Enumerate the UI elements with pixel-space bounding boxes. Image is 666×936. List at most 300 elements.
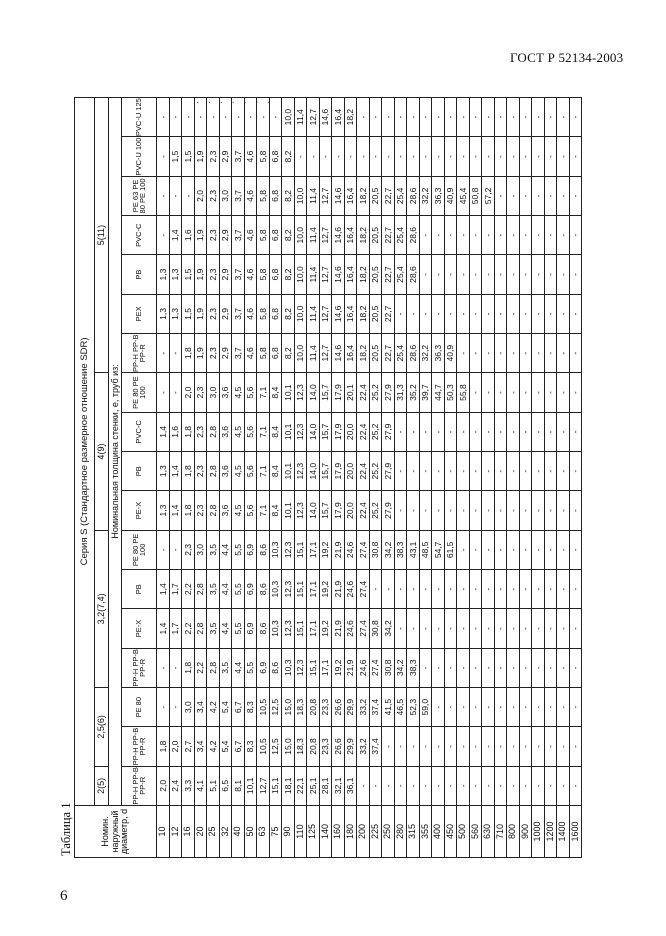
thickness-cell: 15,0 [282, 688, 295, 727]
thickness-cell: - [432, 609, 445, 648]
thickness-cell: - [519, 255, 532, 294]
thickness-cell: 4,6 [244, 137, 257, 176]
thickness-cell: 21,9 [332, 530, 345, 569]
material-column-header: PE-X [122, 609, 157, 648]
thickness-cell: 12,3 [282, 530, 295, 569]
thickness-cell: - [457, 412, 470, 451]
thickness-cell: 12,3 [294, 648, 307, 687]
thickness-cell: - [432, 412, 445, 451]
thickness-cell: 1,7 [169, 609, 182, 648]
thickness-cell: 18,2 [357, 176, 370, 215]
thickness-cell: - [507, 137, 520, 176]
thickness-cell: - [469, 452, 482, 491]
diameter-cell: 450 [444, 806, 457, 858]
thickness-cell: 5,8 [257, 216, 270, 255]
thickness-cell: 4,2 [207, 727, 220, 766]
thickness-cell: - [419, 491, 432, 530]
thickness-cell: - [532, 727, 545, 766]
group-header: 2,5(6) [95, 688, 109, 767]
thickness-cell: 12,7 [257, 766, 270, 805]
thickness-cell: 15,7 [319, 412, 332, 451]
thickness-cell: - [444, 570, 457, 609]
thickness-cell: 21,9 [332, 609, 345, 648]
thickness-cell: - [569, 530, 582, 569]
thickness-cell: 1,3 [157, 452, 170, 491]
thickness-cell: 6,7 [232, 727, 245, 766]
diameter-cell: 1000 [532, 806, 545, 858]
thickness-cell: - [169, 688, 182, 727]
material-column-header: PE 63 PE 80 PE 100 [122, 176, 157, 215]
thickness-cell: 17,1 [307, 609, 320, 648]
thickness-cell: - [507, 530, 520, 569]
thickness-cell: - [532, 491, 545, 530]
thickness-cell: 43,1 [407, 530, 420, 569]
thickness-cell: - [369, 97, 382, 137]
thickness-cell: 2,4 [169, 766, 182, 805]
thickness-cell: - [544, 334, 557, 373]
thickness-cell: 5,8 [257, 137, 270, 176]
diameter-cell: 110 [294, 806, 307, 858]
scan-artifact-dots: · · · · · · · [196, 98, 274, 109]
thickness-cell: - [482, 727, 495, 766]
thickness-cell: 15,0 [282, 727, 295, 766]
thickness-cell: 22,7 [382, 216, 395, 255]
thickness-cell: - [557, 137, 570, 176]
table-row [257, 97, 270, 857]
thickness-cell: 10,1 [244, 766, 257, 805]
thickness-cell: - [482, 137, 495, 176]
thickness-cell: - [557, 176, 570, 215]
thickness-cell: 25,4 [394, 334, 407, 373]
thickness-cell: - [469, 530, 482, 569]
thickness-cell: 14,0 [307, 491, 320, 530]
thickness-cell: 6,9 [244, 530, 257, 569]
thickness-cell: 39,7 [419, 373, 432, 412]
thickness-cell: - [394, 137, 407, 176]
thickness-cell: - [432, 570, 445, 609]
thickness-cell: 18,3 [294, 688, 307, 727]
material-column-header: PP-H PP-B PP-R [122, 766, 157, 805]
diameter-cell: 1200 [544, 806, 557, 858]
thickness-cell: 3,5 [219, 648, 232, 687]
thickness-cell: 8,6 [269, 648, 282, 687]
thickness-cell: - [419, 766, 432, 805]
thickness-cell: - [557, 491, 570, 530]
thickness-cell: 28,6 [407, 255, 420, 294]
thickness-cell: 20,5 [369, 216, 382, 255]
thickness-cell: 18,1 [282, 766, 295, 805]
thickness-cell: 37,4 [369, 688, 382, 727]
thickness-cell: - [169, 648, 182, 687]
thickness-cell: - [457, 688, 470, 727]
thickness-cell: - [557, 766, 570, 805]
thickness-cell: - [494, 766, 507, 805]
thickness-cell: - [507, 688, 520, 727]
thickness-cell: - [519, 648, 532, 687]
thickness-cell: 3,3 [182, 766, 195, 805]
thickness-cell: - [444, 137, 457, 176]
thickness-cell: 8,2 [282, 176, 295, 215]
thickness-cell: - [432, 255, 445, 294]
thickness-cell: - [157, 530, 170, 569]
table-row [569, 97, 582, 857]
thickness-cell: 1,4 [157, 412, 170, 451]
thickness-cell: - [507, 727, 520, 766]
thickness-cell: 3,4 [194, 727, 207, 766]
thickness-cell: 1,4 [169, 216, 182, 255]
thickness-cell: 16,4 [332, 97, 345, 137]
material-column-header: PB [122, 255, 157, 294]
diameter-cell: 710 [494, 806, 507, 858]
thickness-cell: - [407, 766, 420, 805]
thickness-cell: 1,3 [157, 255, 170, 294]
thickness-cell: 1,4 [169, 452, 182, 491]
thickness-cell: 10,3 [269, 609, 282, 648]
table-row [244, 97, 257, 857]
thickness-cell: - [394, 766, 407, 805]
thickness-cell: 25,2 [369, 373, 382, 412]
thickness-cell: 2,9 [219, 255, 232, 294]
thickness-cell: - [569, 570, 582, 609]
thickness-cell: 25,4 [394, 216, 407, 255]
thickness-cell: 8,2 [282, 334, 295, 373]
thickness-cell: 6,5 [219, 766, 232, 805]
thickness-cell: 25,2 [369, 491, 382, 530]
thickness-cell: - [532, 609, 545, 648]
thickness-cell: 1,9 [194, 137, 207, 176]
table-row [182, 97, 195, 857]
table-row [544, 97, 557, 857]
thickness-cell: 14,6 [332, 216, 345, 255]
thickness-cell: - [494, 648, 507, 687]
thickness-cell: - [182, 176, 195, 215]
thickness-cell: - [557, 216, 570, 255]
thickness-cell: - [494, 727, 507, 766]
thickness-cell: - [419, 294, 432, 333]
thickness-cell: 3,7 [232, 137, 245, 176]
material-column-header: PB [122, 452, 157, 491]
diameter-cell: 50 [244, 806, 257, 858]
thickness-cell: 12,7 [319, 255, 332, 294]
group-header: 5(11) [95, 97, 109, 373]
thickness-cell: 8,1 [232, 766, 245, 805]
thickness-cell: - [494, 294, 507, 333]
thickness-cell: 2,3 [207, 255, 220, 294]
thickness-cell: 54,7 [432, 530, 445, 569]
thickness-cell: 36,3 [432, 334, 445, 373]
thickness-cell: - [519, 334, 532, 373]
group-header: 2(5) [95, 766, 109, 805]
thickness-cell: - [419, 452, 432, 491]
thickness-cell: - [469, 255, 482, 294]
thickness-cell: - [519, 530, 532, 569]
thickness-cell: 12,7 [319, 294, 332, 333]
table-row [432, 97, 445, 857]
thickness-cell: - [544, 648, 557, 687]
thickness-cell: 2,9 [219, 137, 232, 176]
thickness-cell: 8,4 [269, 491, 282, 530]
thickness-cell: - [544, 530, 557, 569]
thickness-cell: 4,5 [232, 373, 245, 412]
thickness-cell: 22,4 [357, 412, 370, 451]
thickness-cell: - [369, 137, 382, 176]
thickness-cell: 2,3 [194, 412, 207, 451]
thickness-cell: 38,3 [407, 648, 420, 687]
thickness-cell: 28,6 [407, 334, 420, 373]
thickness-cell: - [457, 491, 470, 530]
thickness-cell: 7,1 [257, 452, 270, 491]
thickness-cell: 15,1 [294, 530, 307, 569]
thickness-cell: 5,6 [244, 373, 257, 412]
thickness-cell: 31,3 [394, 373, 407, 412]
thickness-cell: - [157, 97, 170, 137]
thickness-cell: 12,7 [319, 216, 332, 255]
thickness-cell: - [507, 609, 520, 648]
diameter-cell: 25 [207, 806, 220, 858]
thickness-cell: - [157, 176, 170, 215]
thickness-cell: 2,9 [219, 334, 232, 373]
thickness-cell: 8,4 [269, 452, 282, 491]
thickness-cell: - [557, 648, 570, 687]
thickness-cell: 14,6 [332, 176, 345, 215]
table-row [444, 97, 457, 857]
thickness-cell: 19,2 [319, 609, 332, 648]
thickness-cell: 25,2 [369, 412, 382, 451]
thickness-cell: 24,6 [344, 570, 357, 609]
thickness-cell: 3,5 [207, 570, 220, 609]
thickness-cell: 2,7 [182, 727, 195, 766]
thickness-cell: 2,3 [194, 491, 207, 530]
thickness-cell: 11,4 [307, 294, 320, 333]
thickness-cell: - [432, 294, 445, 333]
table-row [419, 97, 432, 857]
diameter-cell: 560 [469, 806, 482, 858]
thickness-cell: - [519, 373, 532, 412]
thickness-cell: 36,1 [344, 766, 357, 805]
thickness-cell: 2,2 [194, 648, 207, 687]
thickness-cell: 2,3 [194, 373, 207, 412]
thickness-cell: - [407, 294, 420, 333]
thickness-cell: - [494, 216, 507, 255]
thickness-cell: 8,6 [257, 609, 270, 648]
diameter-cell: 315 [407, 806, 420, 858]
thickness-cell: - [482, 491, 495, 530]
thickness-cell: 4,4 [219, 609, 232, 648]
thickness-cell: 34,2 [382, 609, 395, 648]
thickness-cell: - [357, 97, 370, 137]
thickness-cell: 5,8 [257, 255, 270, 294]
thickness-cell: - [482, 688, 495, 727]
thickness-cell: 5,4 [219, 688, 232, 727]
thickness-cell: - [369, 766, 382, 805]
thickness-cell: 28,6 [407, 216, 420, 255]
thickness-cell: 3,5 [207, 530, 220, 569]
thickness-cell: 23,3 [319, 688, 332, 727]
thickness-cell: 1,9 [194, 294, 207, 333]
thickness-cell: - [569, 648, 582, 687]
thickness-cell: - [569, 609, 582, 648]
thickness-cell: - [532, 452, 545, 491]
thickness-cell: 1,8 [182, 334, 195, 373]
thickness-cell: - [532, 766, 545, 805]
thickness-cell: 23,3 [319, 727, 332, 766]
thickness-cell: 10,5 [257, 727, 270, 766]
thickness-cell: - [457, 570, 470, 609]
material-column-header: PEX [122, 294, 157, 333]
thickness-cell: - [394, 97, 407, 137]
thickness-cell: 11,4 [307, 255, 320, 294]
thickness-cell: - [532, 176, 545, 215]
thickness-cell: 20,5 [369, 176, 382, 215]
thickness-cell: - [457, 255, 470, 294]
thickness-cell: 12,5 [269, 727, 282, 766]
thickness-cell: - [569, 373, 582, 412]
thickness-cell: - [507, 176, 520, 215]
material-column-header: PE 80 [122, 688, 157, 727]
thickness-cell: 26,6 [332, 688, 345, 727]
thickness-cell: 2,8 [207, 452, 220, 491]
thickness-cell: 20,5 [369, 334, 382, 373]
thickness-cell: - [494, 373, 507, 412]
thickness-cell: 14,6 [332, 294, 345, 333]
thickness-cell: 12,7 [307, 97, 320, 137]
thickness-cell: - [532, 570, 545, 609]
table-row [294, 97, 307, 857]
thickness-cell: 4,5 [232, 491, 245, 530]
thickness-cell: 1,5 [182, 255, 195, 294]
standard-designation: ГОСТ Р 52134-2003 [510, 50, 624, 65]
thickness-cell: 4,6 [244, 216, 257, 255]
thickness-cell: - [544, 609, 557, 648]
thickness-cell: - [469, 412, 482, 451]
table-row [507, 97, 520, 857]
table-row [382, 97, 395, 857]
thickness-cell: 6,7 [232, 688, 245, 727]
table-row [407, 97, 420, 857]
thickness-cell: - [557, 334, 570, 373]
thickness-cell: 2,8 [194, 570, 207, 609]
thickness-cell: 10,1 [282, 412, 295, 451]
diameter-cell: 20 [194, 806, 207, 858]
table-row [282, 97, 295, 857]
thickness-cell: 6,8 [269, 334, 282, 373]
thickness-cell: 16,4 [344, 176, 357, 215]
thickness-cell: 3,7 [232, 255, 245, 294]
thickness-cell: 20,5 [369, 294, 382, 333]
diameter-cell: 125 [307, 806, 320, 858]
thickness-cell: - [394, 294, 407, 333]
thickness-cell: - [469, 648, 482, 687]
thickness-cell: - [532, 294, 545, 333]
thickness-cell: 1,5 [182, 137, 195, 176]
thickness-cell: 14,0 [307, 373, 320, 412]
thickness-cell: - [494, 255, 507, 294]
thickness-cell: 22,4 [357, 491, 370, 530]
diameter-cell: 12 [169, 806, 182, 858]
thickness-cell: - [532, 373, 545, 412]
thickness-cell: 12,3 [294, 452, 307, 491]
table-row [494, 97, 507, 857]
thickness-cell: 1,9 [194, 216, 207, 255]
diameter-cell: 16 [182, 806, 195, 858]
diameter-cell: 355 [419, 806, 432, 858]
thickness-cell: - [419, 609, 432, 648]
thickness-cell: - [344, 137, 357, 176]
thickness-cell: 45,4 [457, 176, 470, 215]
thickness-cell: - [557, 570, 570, 609]
thickness-cell: 21,9 [332, 570, 345, 609]
thickness-cell: - [557, 530, 570, 569]
thickness-cell: - [382, 727, 395, 766]
thickness-cell: 4,5 [232, 412, 245, 451]
thickness-cell: 30,8 [382, 648, 395, 687]
thickness-cell: 10,3 [282, 648, 295, 687]
thickness-cell: - [444, 294, 457, 333]
thickness-cell: 22,1 [294, 766, 307, 805]
thickness-cell: - [394, 609, 407, 648]
table-row [219, 97, 232, 857]
thickness-cell: 22,7 [382, 255, 395, 294]
thickness-cell: 8,2 [282, 137, 295, 176]
thickness-cell: 19,2 [319, 570, 332, 609]
thickness-cell: - [494, 452, 507, 491]
thickness-cell: - [507, 334, 520, 373]
thickness-cell: 33,2 [357, 727, 370, 766]
table-row [519, 97, 532, 857]
thickness-cell: 14,6 [319, 97, 332, 137]
thickness-cell: - [544, 137, 557, 176]
thickness-cell: 8,2 [282, 255, 295, 294]
thickness-cell: 27,9 [382, 373, 395, 412]
thickness-cell: - [432, 216, 445, 255]
thickness-cell: 15,7 [319, 373, 332, 412]
thickness-cell: 6,9 [257, 648, 270, 687]
thickness-cell: 5,6 [244, 452, 257, 491]
thickness-cell: - [407, 412, 420, 451]
diameter-cell: 900 [519, 806, 532, 858]
thickness-cell: 17,9 [332, 491, 345, 530]
table-row [307, 97, 320, 857]
thickness-cell: - [294, 137, 307, 176]
thickness-cell: 10,0 [282, 97, 295, 137]
thickness-cell: - [382, 570, 395, 609]
thickness-cell: 3,0 [194, 530, 207, 569]
thickness-cell: 7,1 [257, 373, 270, 412]
thickness-cell: - [444, 766, 457, 805]
thickness-cell: 5,5 [244, 648, 257, 687]
thickness-cell: 18,2 [357, 334, 370, 373]
thickness-cell: - [519, 216, 532, 255]
thickness-cell: - [507, 766, 520, 805]
thickness-cell: 32,2 [419, 176, 432, 215]
thickness-cell: - [457, 334, 470, 373]
material-column-header: PB [122, 570, 157, 609]
thickness-cell: 1,8 [157, 727, 170, 766]
thickness-cell: 6,8 [269, 255, 282, 294]
thickness-cell: - [569, 766, 582, 805]
thickness-cell: 25,2 [369, 452, 382, 491]
thickness-cell: 12,3 [282, 609, 295, 648]
thickness-cell: - [569, 97, 582, 137]
thickness-cell: 11,4 [307, 176, 320, 215]
thickness-cell: 16,4 [344, 294, 357, 333]
thickness-cell: - [469, 491, 482, 530]
diameter-cell: 32 [219, 806, 232, 858]
thickness-cell: - [469, 334, 482, 373]
thickness-cell: - [394, 570, 407, 609]
thickness-cell: - [494, 97, 507, 137]
thickness-cell: - [557, 727, 570, 766]
